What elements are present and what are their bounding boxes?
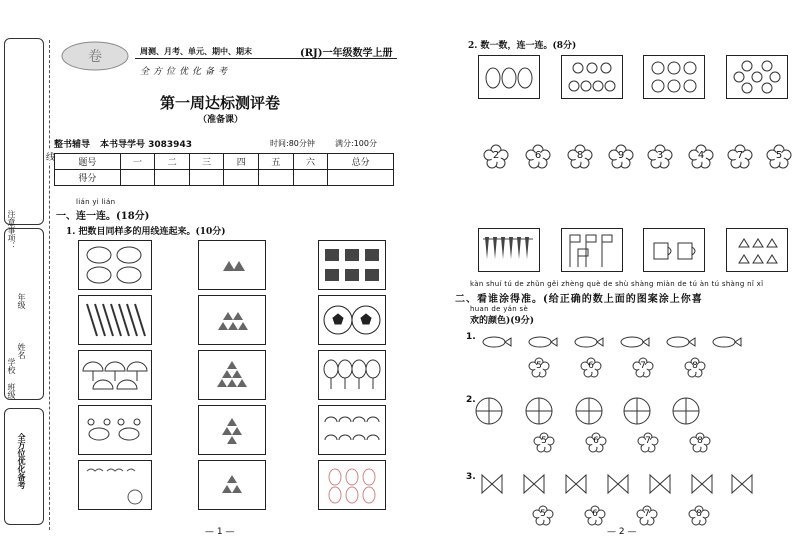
apple-icon [644,56,704,98]
score-header-row [55,154,394,170]
cut-line [49,40,50,530]
section2-title: 二、看谁涂得准。(给正确的数上面的图案涂上你喜 [455,294,703,305]
score-cell[interactable] [224,170,259,186]
option-flower[interactable] [688,505,710,527]
cup-icon [644,229,704,271]
page-number-1: — 1 — [205,527,235,537]
school-label: 学校 [7,358,16,374]
picture-box-cups[interactable] [643,228,705,272]
name-label: 姓名 [17,343,26,359]
time-label: 时间:80分钟 [270,139,315,148]
picture-box-trees[interactable] [318,350,386,400]
logo-icon [60,40,130,72]
butterfly-icon [478,470,778,498]
flower-number[interactable] [766,144,792,170]
course-label: （准备课） [198,115,244,125]
score-cell[interactable] [155,170,190,186]
fruit-icon [562,56,622,98]
pear-icon [479,56,539,98]
picture-box-birds[interactable] [78,460,152,510]
section2-pinyin-2: huan de yán sè [470,305,529,313]
question-1: 1. 把数目同样多的用线连起来。(10分) [66,227,226,237]
section1-title: 一、连一连。(18分) [56,211,150,222]
grade-label: 年级 [17,293,26,309]
page-title: 第一周达标测评卷 [160,94,281,112]
score-header: 六 [293,154,328,170]
option-flower[interactable] [636,505,658,527]
smiley-icon [727,56,787,98]
svg-text:卷: 卷 [88,49,102,65]
flower-number[interactable] [727,144,753,170]
option-flower[interactable] [684,357,706,379]
brand-label: 全方位优化备考 [17,433,26,489]
picture-box-flags[interactable] [561,228,623,272]
soccer-ball-icon [319,296,385,344]
flower-number[interactable] [483,144,509,170]
score-header: 二 [155,154,190,170]
crab-icon [79,406,151,454]
picture-box-faces-top[interactable] [726,55,788,99]
binding-strip [4,38,44,528]
option-flower[interactable] [637,432,659,454]
flower-number[interactable] [647,144,673,170]
picture-box-pears-top[interactable] [478,55,540,99]
picture-box-fruit-top[interactable] [561,55,623,99]
option-label: 8 [696,509,702,519]
option-flower[interactable] [584,505,606,527]
option-flower[interactable] [585,432,607,454]
score-header: 五 [259,154,294,170]
row-label: 3. [466,472,476,482]
guide-number: 本书导学号 3083943 [100,140,192,150]
option-flower[interactable] [632,357,654,379]
flower-number[interactable] [688,144,714,170]
triangle-icon [199,296,265,344]
picture-box-gifts[interactable] [318,240,386,290]
score-cell[interactable] [259,170,294,186]
flower-label: 9 [617,150,625,161]
row-label: 2. [466,395,476,405]
mushroom-icon [79,351,151,399]
flower-label: 7 [736,150,744,161]
question-2: 2. 数一数，连一连。(8分) [468,41,577,51]
option-flower[interactable] [580,357,602,379]
option-label: 5 [540,509,546,519]
bird-icon [79,461,151,509]
flag-icon [562,229,622,271]
flower-number[interactable] [525,144,551,170]
option-label: 8 [697,436,703,446]
flower-label: 4 [697,150,705,161]
shuttlecock-icon [479,229,539,271]
picture-box-triangles[interactable] [726,228,788,272]
picture-box-badminton[interactable] [478,228,540,272]
picture-box-clouds[interactable] [78,240,152,290]
flower-label: 6 [534,150,542,161]
pencil-icon [79,296,151,344]
class-label: 班级 [7,383,16,399]
section1-pinyin: lián yi lián [76,198,116,206]
triangle-box-6[interactable] [198,350,266,400]
header-subtitle: 全方位优化备考 [140,67,232,77]
triangle-box-3[interactable] [198,460,266,510]
flower-label: 5 [775,150,783,161]
header-edition: (RJ)一年级数学上册 [300,48,393,59]
guide-label: 整书辅导 [54,140,91,150]
notice-label: 注意事项： [7,210,16,250]
picture-box-apples-top[interactable] [643,55,705,99]
option-label: 6 [593,436,599,446]
score-cell[interactable] [293,170,328,186]
option-label: 7 [640,361,646,371]
option-label: 6 [592,509,598,519]
score-cell[interactable] [120,170,155,186]
flower-label: 2 [492,150,500,161]
score-cell[interactable] [328,170,394,186]
header-series: 周测、月考、单元、期中、期末 [140,46,252,56]
score-header: 四 [224,154,259,170]
triangle-box-2[interactable] [198,240,266,290]
picture-box-pears[interactable] [318,460,386,510]
option-flower[interactable] [532,505,554,527]
option-flower[interactable] [689,432,711,454]
flower-label: 3 [656,150,664,161]
option-flower[interactable] [528,357,550,379]
picture-box-crabs[interactable] [78,405,152,455]
score-header: 一 [120,154,155,170]
triangle-box-4[interactable] [198,405,266,455]
triangle-icon [199,406,265,454]
score-cell[interactable] [189,170,224,186]
pear-icon [319,461,385,509]
header-rule [135,58,397,59]
score-table [54,153,394,186]
option-label: 5 [536,361,542,371]
score-header: 题号 [55,154,121,170]
info-box [4,228,44,400]
umbrella-icon [319,406,385,454]
picture-box-umbrellas[interactable] [318,405,386,455]
triangle-icon [199,351,265,399]
flower-label: 8 [576,150,584,161]
picture-box-pencils[interactable] [78,295,152,345]
option-label: 8 [692,361,698,371]
score-header: 三 [189,154,224,170]
picture-box-soccer[interactable] [318,295,386,345]
option-label: 6 [588,361,594,371]
notice-box [4,38,44,225]
flower-number[interactable] [608,144,634,170]
option-label: 5 [541,436,547,446]
full-score-label: 满分:100分 [335,139,377,148]
option-flower[interactable] [533,432,555,454]
triangle-icon [727,229,787,271]
picture-box-mushrooms[interactable] [78,350,152,400]
triangle-icon [199,461,265,509]
gift-icon [319,241,385,289]
triangle-icon [199,241,265,289]
option-label: 7 [644,509,650,519]
cut-line-label: 线 [46,150,55,163]
section2-pinyin: kàn shuí tú de zhǔn gěi zhèng què de shù shàng miàn de tú àn tú shàng nǐ xǐ [470,280,764,288]
score-header: 总分 [328,154,394,170]
basketball-icon [474,396,704,426]
flower-number[interactable] [567,144,593,170]
section2-continuation: 欢的颜色)(9分) [470,316,535,326]
cloud-icon [79,241,151,289]
score-row-label: 得分 [55,170,121,186]
triangle-box-5[interactable] [198,295,266,345]
fish-icon [478,334,748,350]
logo [60,40,130,72]
row-label: 1. [466,332,476,342]
tree-icon [319,351,385,399]
page-number-2: — 2 — [607,527,637,537]
score-row [55,170,394,186]
option-label: 7 [645,436,651,446]
